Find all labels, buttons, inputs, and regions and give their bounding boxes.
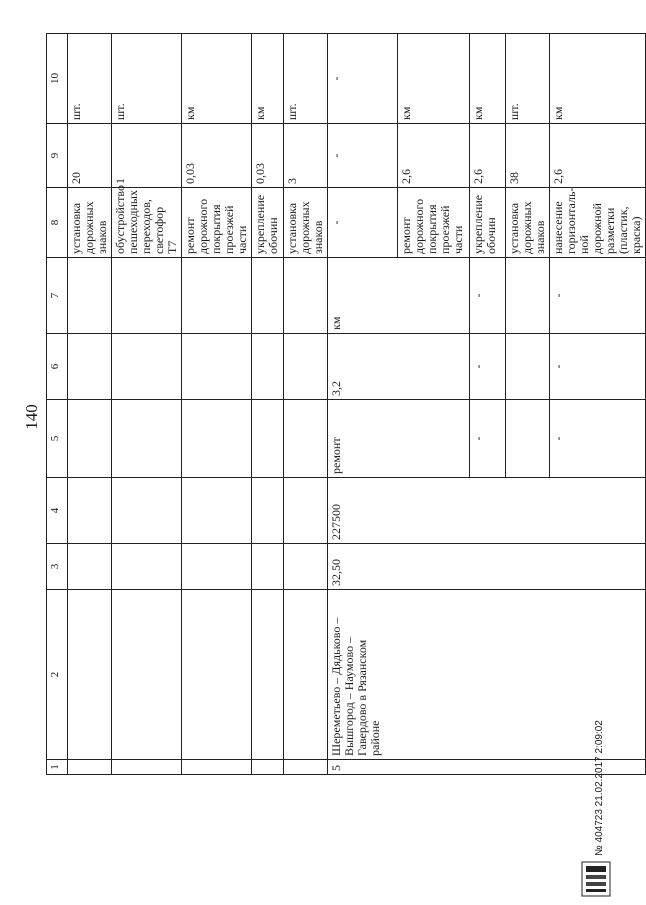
stamp-text: № 404723 21.02.2017 2:09:02: [594, 720, 605, 856]
header-cell: 5: [47, 400, 68, 478]
qty-cell: 1: [112, 124, 182, 188]
header-cell: 6: [47, 334, 68, 400]
header-cell: 10: [47, 34, 68, 124]
work-cell: -: [328, 188, 398, 258]
table-row: [328, 34, 398, 775]
work-cell: ремонт дорожного покрытия проезжей части: [398, 188, 470, 258]
qty-cell: -: [328, 124, 398, 188]
unit-cell: км: [252, 34, 284, 124]
work-cell: обустройство пешеходных переходов, светофор Т7: [112, 188, 182, 258]
header-cell: 8: [47, 188, 68, 258]
table-row: [284, 34, 328, 775]
work-cell: установка дорожных знаков: [68, 188, 112, 258]
qty-cell: 20: [68, 124, 112, 188]
work-length: 3,2: [328, 334, 470, 400]
qty-cell: 2,6: [470, 124, 506, 188]
qty-cell: 2,6: [398, 124, 470, 188]
work-cell: установка дорожных знаков: [284, 188, 328, 258]
header-cell: 7: [47, 258, 68, 334]
header-cell: 4: [47, 478, 68, 544]
work-length-unit: км: [328, 258, 470, 334]
work-length: -: [470, 334, 506, 400]
work-cell: ремонт дорожного покрытия проезжей части: [182, 188, 252, 258]
rotated-table-container: [46, 35, 643, 775]
unit-cell: -: [328, 34, 398, 124]
road-cost: 227500: [328, 478, 646, 544]
work-length-unit: -: [550, 258, 646, 334]
qty-cell: 0,03: [252, 124, 284, 188]
work-length-unit: -: [470, 258, 506, 334]
work-length: -: [550, 334, 646, 400]
work-type: -: [550, 400, 646, 478]
row-number: 5: [328, 760, 646, 775]
work-cell: установка дорожных знаков: [506, 188, 550, 258]
registration-stamp: [578, 720, 618, 900]
unit-cell: км: [182, 34, 252, 124]
qty-cell: 38: [506, 124, 550, 188]
header-cell: 2: [47, 590, 68, 760]
header-cell: 3: [47, 544, 68, 590]
table-row: [112, 34, 182, 775]
table-row: [252, 34, 284, 775]
unit-cell: шт.: [112, 34, 182, 124]
header-row: [47, 34, 68, 775]
unit-cell: шт.: [284, 34, 328, 124]
qty-cell: 0,03: [182, 124, 252, 188]
work-type: ремонт: [328, 400, 470, 478]
roads-table: [46, 33, 646, 775]
road-name: Шереметьево – Дядьково – Вышгород – Наумово – Гавердово в Рязанском районе: [328, 590, 646, 760]
header-cell: 9: [47, 124, 68, 188]
unit-cell: км: [470, 34, 506, 124]
unit-cell: шт.: [68, 34, 112, 124]
work-cell: укрепление обочин: [470, 188, 506, 258]
qty-cell: 2,6: [550, 124, 646, 188]
emblem-icon: [578, 860, 614, 898]
unit-cell: км: [398, 34, 470, 124]
page-number: 140: [22, 404, 41, 430]
road-length: 32,50: [328, 544, 646, 590]
work-type: -: [470, 400, 506, 478]
work-cell: укрепление обочин: [252, 188, 284, 258]
unit-cell: км: [550, 34, 646, 124]
work-cell: нанесение горизонталь- ной дорожной разметки (пластик, краска): [550, 188, 646, 258]
qty-cell: 3: [284, 124, 328, 188]
table-row: [182, 34, 252, 775]
header-cell: 1: [47, 760, 68, 775]
unit-cell: шт.: [506, 34, 550, 124]
table-row: [68, 34, 112, 775]
